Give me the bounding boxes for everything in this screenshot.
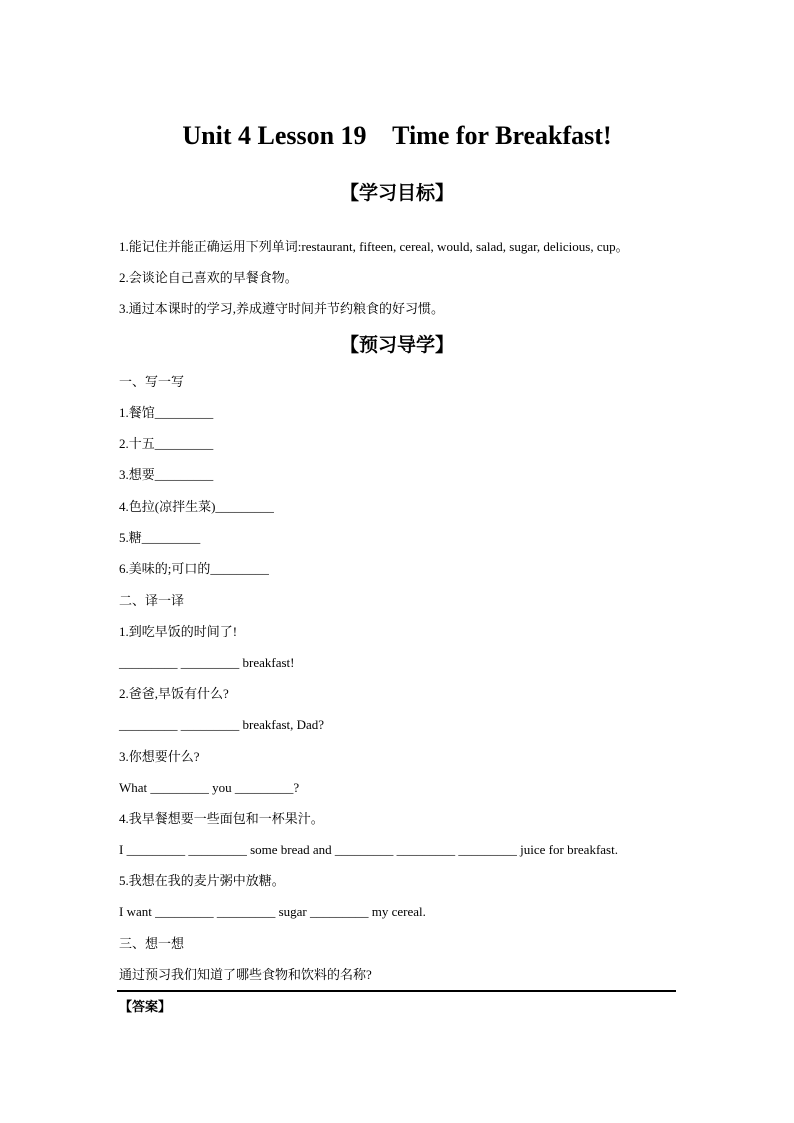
part2-blank-2: _________ _________ breakfast, Dad? [119, 717, 325, 732]
objective-item-2: 2.会谈论自己喜欢的早餐食物。 [119, 270, 298, 285]
answer-label: 【答案】 [119, 1000, 172, 1015]
divider-line [117, 990, 676, 992]
objectives-heading: 【学习目标】 [339, 182, 454, 204]
part1-heading: 一、写一写 [119, 374, 185, 389]
preview-heading: 【预习导学】 [339, 334, 454, 356]
part1-item-1: 1.餐馆_________ [119, 405, 214, 420]
part2-blank-1: _________ _________ breakfast! [119, 655, 295, 670]
part2-heading: 二、译一译 [119, 593, 185, 608]
part1-item-3: 3.想要_________ [119, 467, 214, 482]
part2-blank-3: What _________ you _________? [119, 780, 300, 795]
part3-heading: 三、想一想 [119, 936, 185, 951]
part3-question: 通过预习我们知道了哪些食物和饮料的名称? [119, 967, 372, 982]
part2-item-2: 2.爸爸,早饭有什么? [119, 686, 229, 701]
part1-item-4: 4.色拉(凉拌生菜)_________ [119, 499, 274, 514]
part2-item-4: 4.我早餐想要一些面包和一杯果汁。 [119, 811, 324, 826]
part2-item-5: 5.我想在我的麦片粥中放糖。 [119, 873, 285, 888]
part1-item-2: 2.十五_________ [119, 436, 214, 451]
objective-item-3: 3.通过本课时的学习,养成遵守时间并节约粮食的好习惯。 [119, 301, 445, 316]
part2-blank-5: I want _________ _________ sugar _________ my cereal. [119, 904, 426, 919]
part1-item-6: 6.美味的;可口的_________ [119, 561, 269, 576]
part2-blank-4: I _________ _________ some bread and _________ _________ _________ juice for breakfast. [119, 842, 618, 857]
part2-item-1: 1.到吃早饭的时间了! [119, 624, 238, 639]
part2-item-3: 3.你想要什么? [119, 749, 200, 764]
objective-item-1: 1.能记住并能正确运用下列单词:restaurant, fifteen, cereal, would, salad, sugar, delicious, cup。 [119, 239, 629, 254]
part1-item-5: 5.糖_________ [119, 530, 201, 545]
page-title: Unit 4 Lesson 19 Time for Breakfast! [182, 121, 612, 150]
